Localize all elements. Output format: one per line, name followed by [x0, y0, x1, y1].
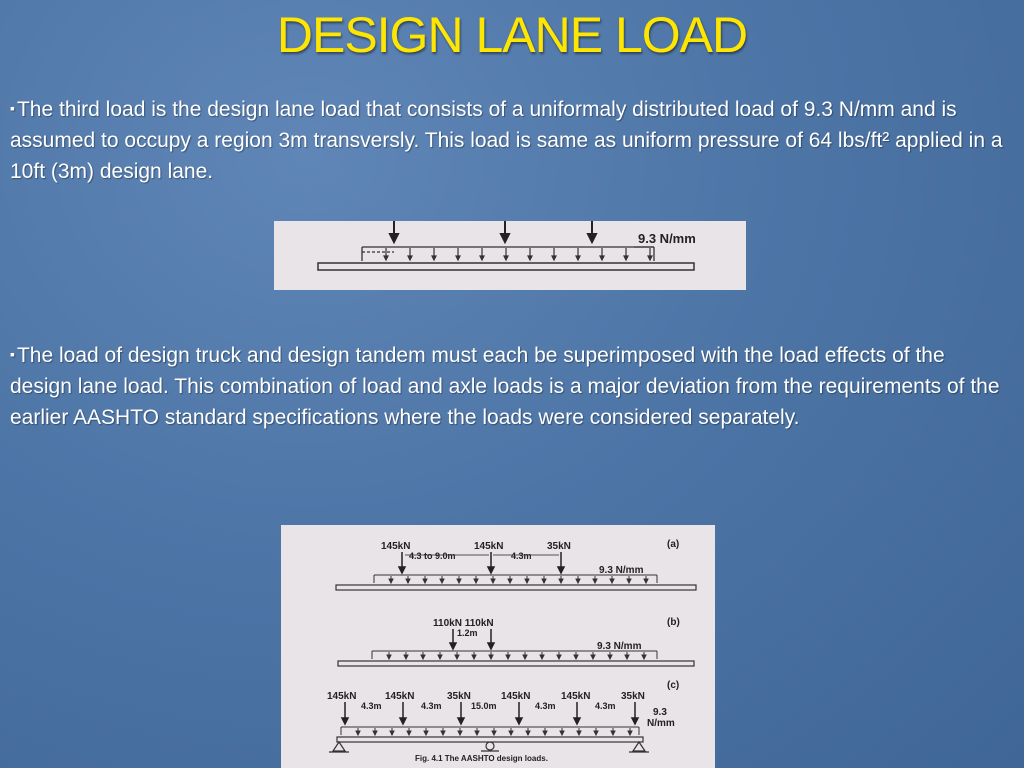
axle-spacing-label: 4.3 to 9.0m: [409, 551, 456, 561]
paragraph-text: The load of design truck and design tandem must each be superimposed with the load effects of the design lane load. This combination of load and axle loads is a major deviation from the requirements of the earlier AASHTO standard specifications where the loads were considered separately.: [10, 344, 1000, 429]
axle-load-label: 145kN: [381, 541, 411, 552]
design-lane-combination-diagram: [327, 680, 679, 763]
figure-caption: Fig. 4.1 The AASHTO design loads.: [415, 754, 548, 763]
bullet-icon: ▪: [10, 100, 15, 116]
axle-load-label: 145kN: [385, 691, 415, 702]
lane-load-label: 9.3 N/mm: [638, 231, 696, 246]
bullet-icon: ▪: [10, 346, 15, 362]
aashto-design-loads-figure: [281, 525, 715, 768]
axle-spacing-label: 4.3m: [361, 701, 382, 711]
axle-load-label: 145kN: [561, 691, 591, 702]
design-tandem-diagram: [338, 617, 694, 666]
axle-load-label: 110kN 110kN: [433, 618, 494, 629]
lane-load-unit: N/mm: [647, 718, 675, 729]
diagram-tag: (b): [667, 617, 680, 628]
axle-load-label: 145kN: [474, 541, 504, 552]
axle-spacing-label: 4.3m: [511, 551, 532, 561]
axle-spacing-label: 4.3m: [535, 701, 556, 711]
axle-spacing-label: 4.3m: [595, 701, 616, 711]
axle-load-label: 35kN: [621, 691, 645, 702]
lane-load-label: 9.3 N/mm: [597, 641, 642, 652]
design-truck-diagram: [336, 539, 696, 590]
diagram-tag: (a): [667, 539, 680, 550]
axle-load-label: 35kN: [547, 541, 571, 552]
bullet-paragraph-2: [10, 339, 1010, 433]
diagram-tag: (c): [667, 680, 680, 691]
axle-load-label: 145kN: [501, 691, 531, 702]
axle-spacing-label: 15.0m: [471, 701, 497, 711]
slide-title: DESIGN LANE LOAD: [276, 7, 748, 63]
axle-spacing-label: 1.2m: [457, 628, 478, 638]
axle-spacing-label: 4.3m: [421, 701, 442, 711]
bullet-paragraph-1: [10, 93, 1010, 187]
paragraph-text: The third load is the design lane load that consists of a uniformaly distributed load of 9.3 N/mm and is assumed to occupy a region 3m transversly. This load is same as uniform pressure of 64 lbs/ft² applied in a 10ft (3m) design lane.: [10, 98, 1003, 183]
lane-load-figure: [274, 221, 746, 290]
lane-load-label: 9.3 N/mm: [599, 565, 644, 576]
axle-load-label: 35kN: [447, 691, 471, 702]
lane-load-value: 9.3: [653, 707, 667, 718]
axle-load-label: 145kN: [327, 691, 357, 702]
